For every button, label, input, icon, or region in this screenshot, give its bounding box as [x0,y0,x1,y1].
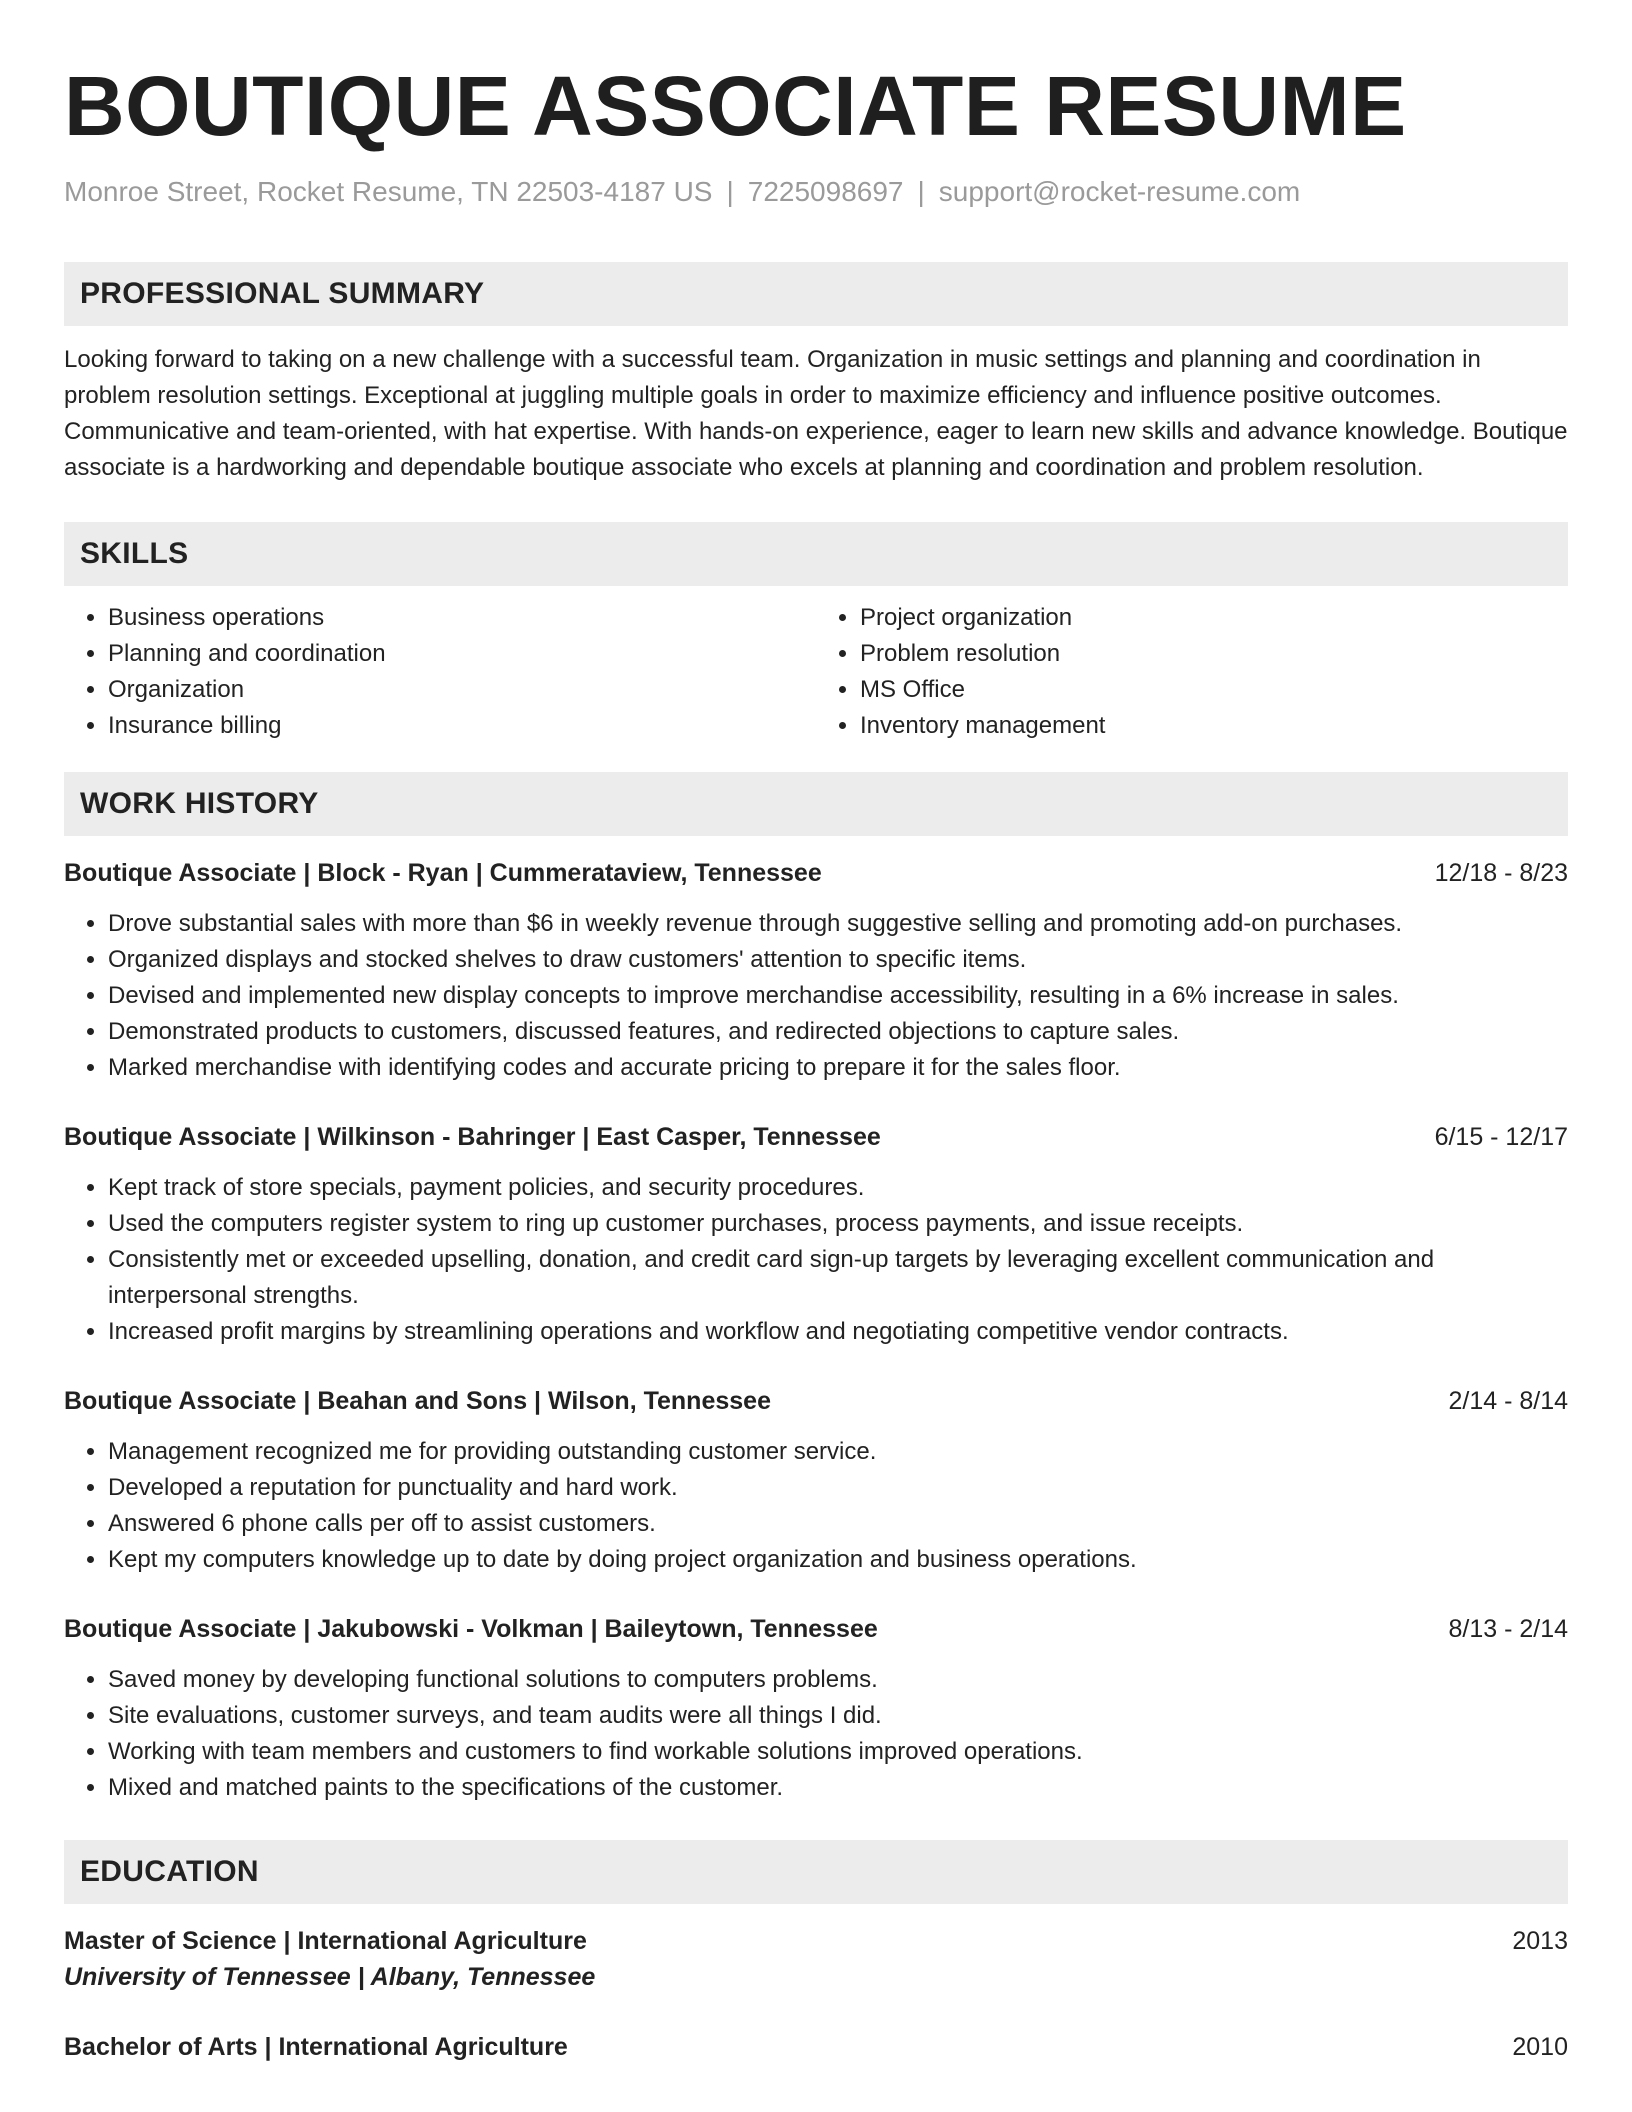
job-bullet: • Organized displays and stocked shelves to draw customers' attention to specific items. [108,942,1568,978]
skill-item: • Planning and coordination [108,636,816,672]
job-bullet: • Kept track of store specials, payment policies, and security procedures. [108,1170,1568,1206]
job-title: Boutique Associate | Block - Ryan | Cummerataview, Tennessee [64,859,822,887]
section-header-education: EDUCATION [64,1840,1568,1904]
job-bullet: • Developed a reputation for punctuality and hard work. [108,1470,1568,1506]
job-title: Boutique Associate | Jakubowski - Volkman | Baileytown, Tennessee [64,1615,878,1643]
job-bullets [64,1434,1568,1578]
education-school: University of Tennessee | Albany, Tennessee [64,1963,596,1991]
education-year: 2010 [1512,2033,1568,2061]
job-header [64,856,1568,890]
resume-title: BOUTIQUE ASSOCIATE RESUME [64,59,1407,153]
job-bullets [64,1170,1568,1350]
job-bullet: • Working with team members and customers to find workable solutions improved operations. [108,1734,1568,1770]
section-header-skills: SKILLS [64,522,1568,586]
job-bullet: • Increased profit margins by streamlining operations and workflow and negotiating competitive vendor contracts. [108,1314,1568,1350]
education-degree: Master of Science | International Agriculture [64,1927,587,1955]
job-header [64,1612,1568,1646]
skill-item: • Organization [108,672,816,708]
job-entry [64,856,1568,1086]
contact-line [64,174,1568,210]
job-bullet: • Devised and implemented new display concepts to improve merchandise accessibility, resulting in a 6% increase in sales. [108,978,1568,1014]
education-header [64,1924,1568,1958]
education-header [64,2030,1568,2064]
section-header-summary: PROFESSIONAL SUMMARY [64,262,1568,326]
job-title: Boutique Associate | Wilkinson - Bahringer | East Casper, Tennessee [64,1123,881,1151]
job-bullets [64,1662,1568,1806]
job-bullet: • Saved money by developing functional solutions to computers problems. [108,1662,1568,1698]
job-dates: 2/14 - 8/14 [1448,1387,1568,1415]
skills-column-right [816,600,1568,744]
education-year: 2013 [1512,1927,1568,1955]
job-entry [64,1612,1568,1806]
skill-item: • Problem resolution [860,636,1568,672]
job-entry [64,1120,1568,1350]
job-entry [64,1384,1568,1578]
skills-list [64,600,1568,744]
education-degree: Bachelor of Arts | International Agriculture [64,2033,568,2061]
contact-separator: | [726,176,734,207]
job-bullet: • Management recognized me for providing outstanding customer service. [108,1434,1568,1470]
job-header [64,1120,1568,1154]
skill-item: • Project organization [860,600,1568,636]
job-bullet: • Marked merchandise with identifying codes and accurate pricing to prepare it for the sales floor. [108,1050,1568,1086]
skill-item: • Business operations [108,600,816,636]
section-header-work-history: WORK HISTORY [64,772,1568,836]
job-header [64,1384,1568,1418]
job-bullet: • Site evaluations, customer surveys, and team audits were all things I did. [108,1698,1568,1734]
job-bullet: • Demonstrated products to customers, discussed features, and redirected objections to capture sales. [108,1014,1568,1050]
job-title: Boutique Associate | Beahan and Sons | Wilson, Tennessee [64,1387,771,1415]
skill-item: • Insurance billing [108,708,816,744]
contact-address: Monroe Street, Rocket Resume, TN 22503-4187 US [64,176,713,207]
skill-item: • Inventory management [860,708,1568,744]
job-dates: 12/18 - 8/23 [1434,859,1568,887]
contact-phone: 7225098697 [747,176,904,207]
job-bullet: • Drove substantial sales with more than $6 in weekly revenue through suggestive selling and promoting add-on purchases. [108,906,1568,942]
job-bullet: • Kept my computers knowledge up to date by doing project organization and business operations. [108,1542,1568,1578]
job-dates: 8/13 - 2/14 [1448,1615,1568,1643]
job-bullet: • Consistently met or exceeded upselling, donation, and credit card sign-up targets by leveraging excellent communication and interpersonal strengths. [108,1242,1568,1314]
education-entry [64,1924,1568,1996]
education-entry [64,2030,1568,2064]
skills-column-left [64,600,816,744]
job-bullets [64,906,1568,1086]
job-dates: 6/15 - 12/17 [1434,1123,1568,1151]
contact-email: support@rocket-resume.com [938,176,1301,207]
skill-item: • MS Office [860,672,1568,708]
job-bullet: • Used the computers register system to ring up customer purchases, process payments, and issue receipts. [108,1206,1568,1242]
contact-separator: | [917,176,925,207]
summary-text: Looking forward to taking on a new challenge with a successful team. Organization in music settings and planning and coordination in problem resolution settings. Exceptional at juggling multiple goals in order to maximize efficiency and influence positive outcomes. Communicative and team-oriented, with hat expertise. With hands-on experience, eager to learn new skills and advance knowledge. Boutique associate is a hardworking and dependable boutique associate who excels at planning and coordination and problem resolution. [64,346,1568,481]
job-bullet: • Answered 6 phone calls per off to assist customers. [108,1506,1568,1542]
job-bullet: • Mixed and matched paints to the specifications of the customer. [108,1770,1568,1806]
